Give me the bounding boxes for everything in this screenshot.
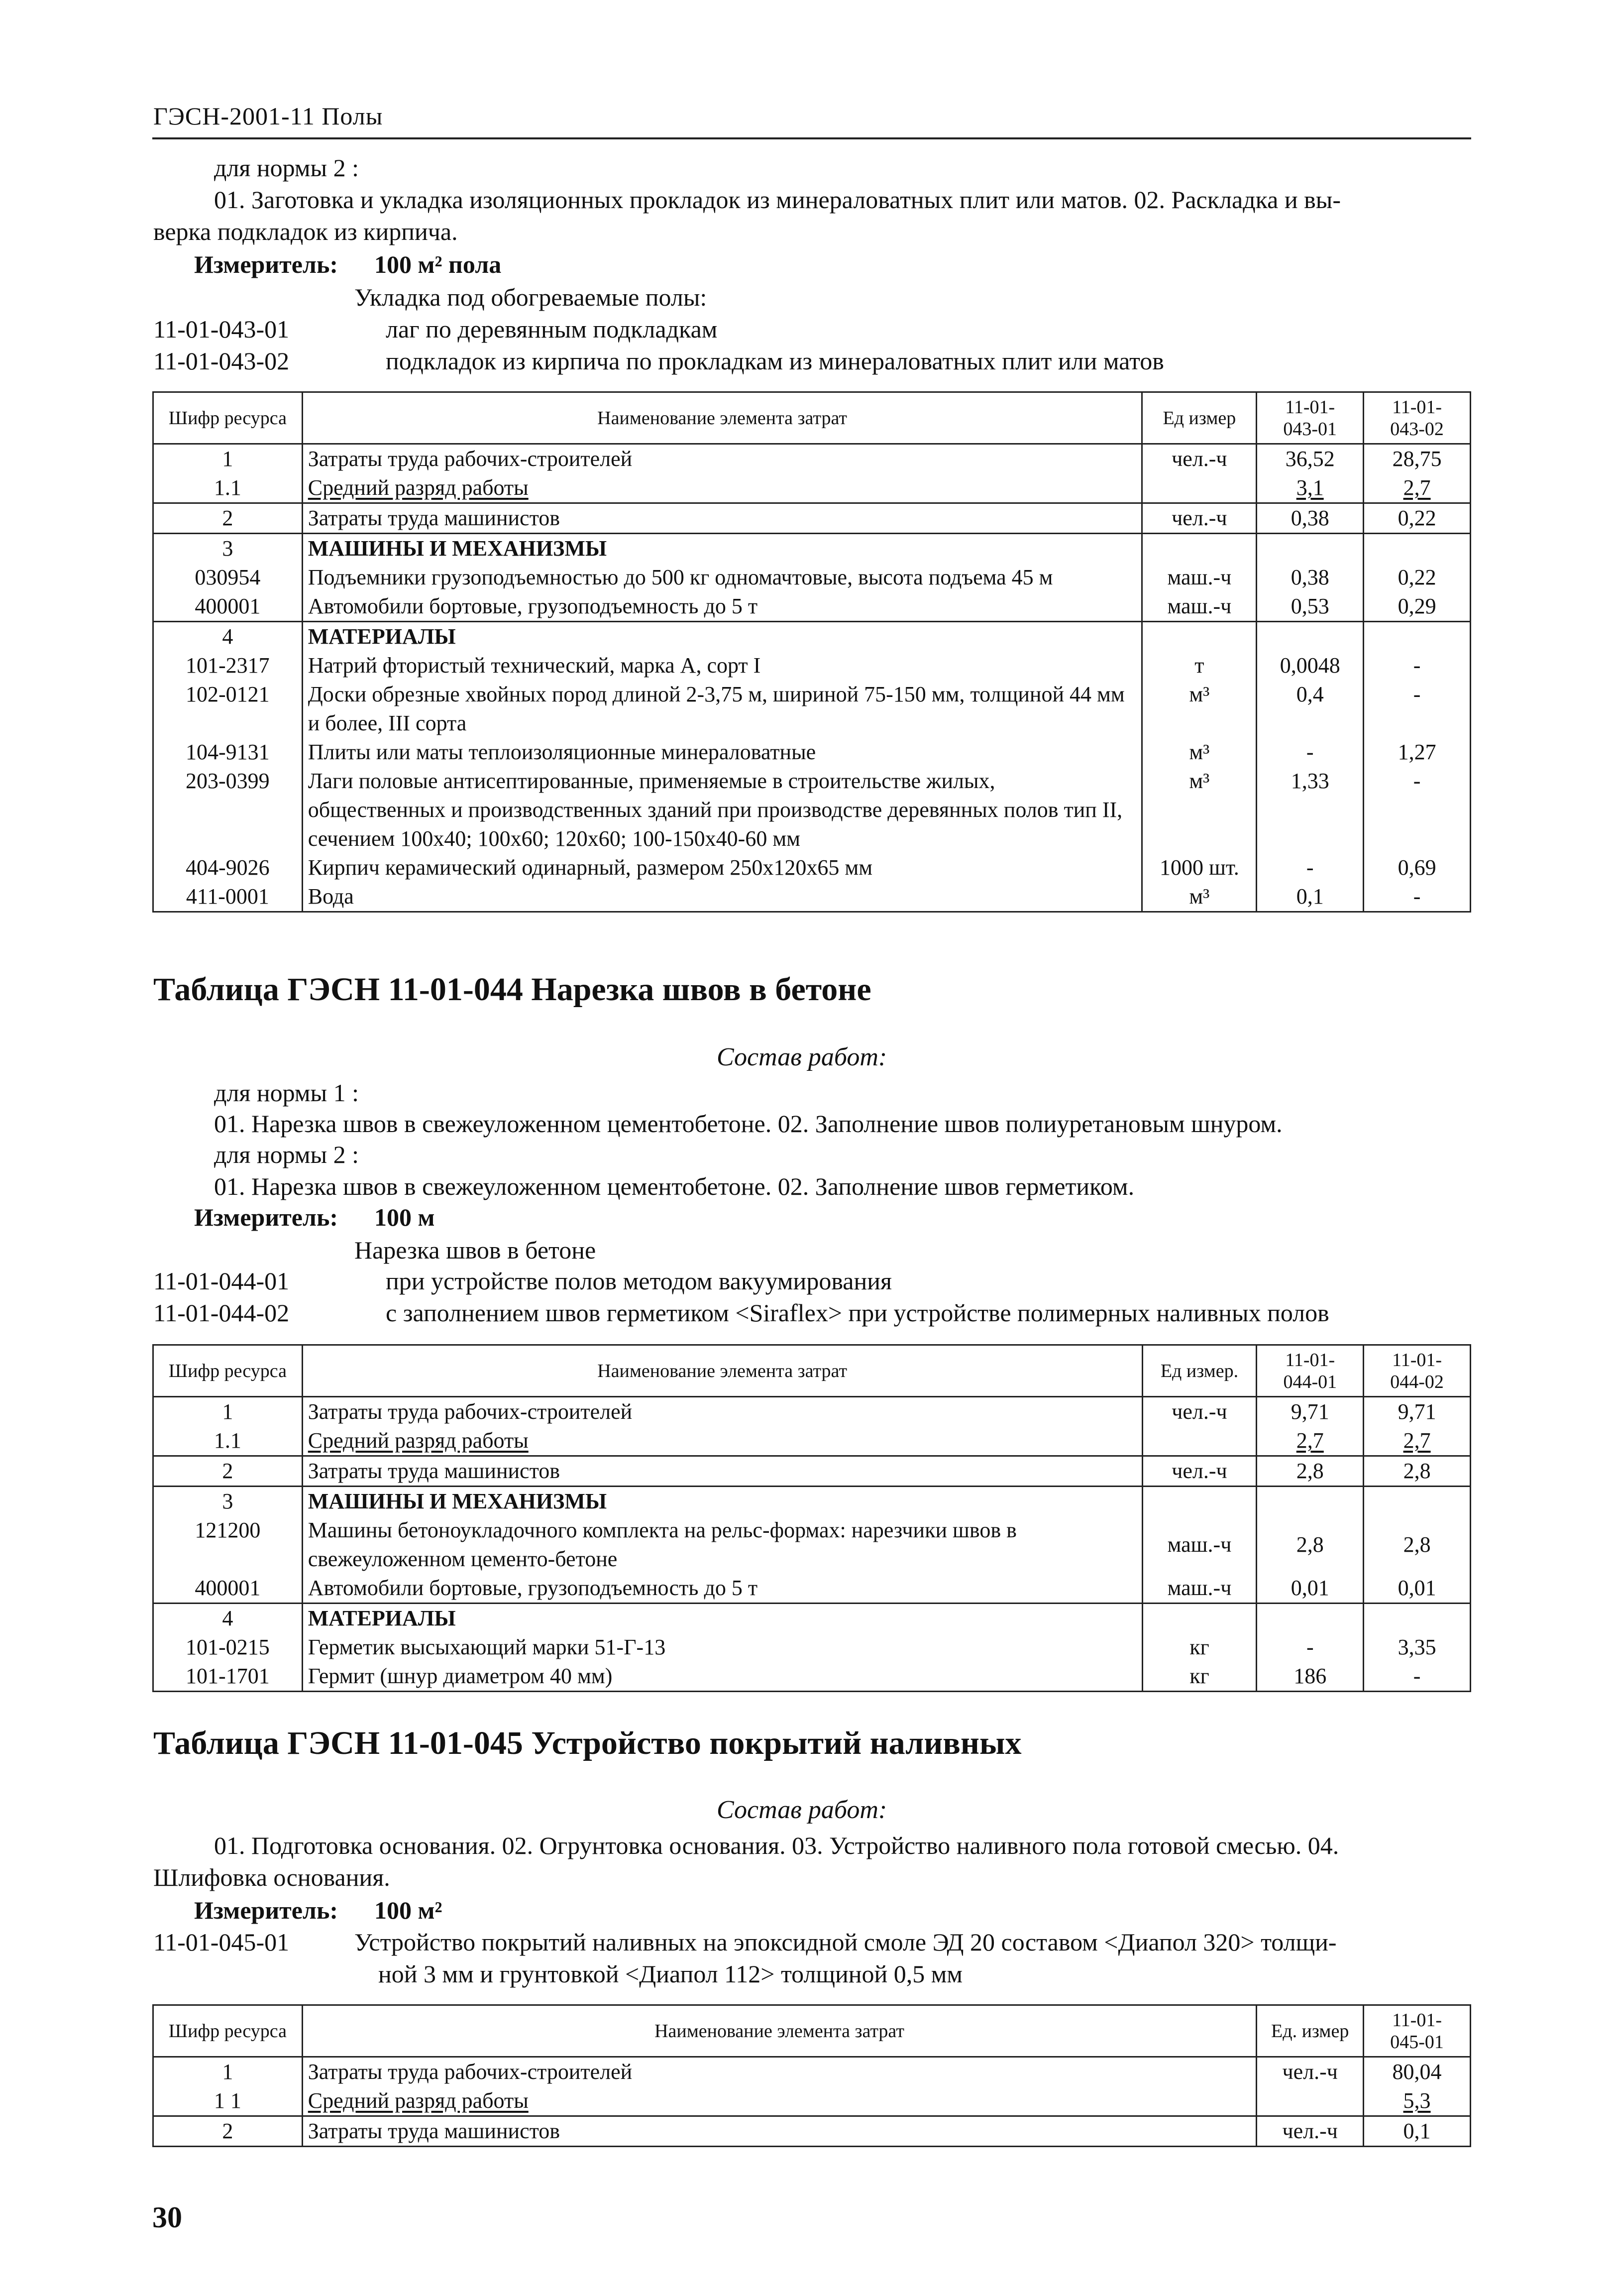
table-row: [153, 622, 1471, 652]
table-row: [153, 592, 1471, 622]
norm-code: 11-01-044-01: [153, 1267, 290, 1295]
works-line-2: Шлифовка основания.: [153, 1863, 390, 1891]
cell-value: 0,1: [1257, 882, 1364, 912]
header-element-name: Наименование элемента затрат: [302, 1345, 1142, 1397]
norm2-label: для нормы 2 :: [214, 1141, 359, 1168]
norm-description: Устройство покрытий наливных на эпоксидной смоле ЭД 20 составом <Диапол 320> толщи-: [354, 1928, 1337, 1956]
cell-unit: [1257, 2086, 1364, 2116]
cell-unit: [1142, 1426, 1257, 1456]
header-resource-code: Шифр ресурса: [153, 2005, 303, 2057]
resource-table-044: [152, 1344, 1471, 1692]
cell-code: 102-0121: [153, 680, 303, 738]
cell-value: 186: [1257, 1662, 1364, 1692]
works-line-1: 01. Заготовка и укладка изоляционных прокладок из минераловатных плит или матов. 02. Раскладка и вы-: [214, 186, 1341, 214]
measure-label: Измеритель:: [194, 1203, 338, 1231]
cell-unit: кг: [1142, 1633, 1257, 1662]
norm-code: 11-01-043-01: [153, 315, 290, 343]
cell-code: 121200: [153, 1516, 303, 1574]
cell-name: Кирпич керамический одинарный, размером 250х120х65 мм: [302, 853, 1142, 882]
cell-value: [1257, 622, 1364, 652]
cell-value: [1257, 1604, 1364, 1633]
table-row: [153, 2116, 1471, 2147]
norm-description: при устройстве полов методом вакуумирования: [386, 1267, 892, 1295]
cell-unit: [1142, 1487, 1257, 1516]
cell-value: [1257, 534, 1364, 564]
works-line-1: 01. Подготовка основания. 02. Огрунтовка основания. 03. Устройство наливного пола готовой смесью. 04.: [214, 1832, 1339, 1859]
cell-name: Автомобили бортовые, грузоподъемность до 5 т: [302, 592, 1142, 622]
cell-value: 9,71: [1257, 1397, 1364, 1427]
cell-name: Лаги половые антисептированные, применяемые в строительстве жилых, общественных и производственных зданий при производстве деревянных полов тип II, сечением 100х40; 100х60; 120х60; 100-150х40-60 мм: [302, 767, 1142, 853]
resource-table-043: [152, 391, 1471, 913]
cell-code: 404-9026: [153, 853, 303, 882]
cell-value: [1364, 622, 1471, 652]
cell-value: -: [1364, 680, 1471, 738]
cell-value: [1364, 534, 1471, 564]
cell-code: 101-0215: [153, 1633, 303, 1662]
norm-code: 11-01-045-01: [153, 1928, 290, 1956]
cell-unit: маш.-ч: [1142, 563, 1257, 592]
cell-name: Подъемники грузоподъемностью до 500 кг одномачтовые, высота подъема 45 м: [302, 563, 1142, 592]
table-row: [153, 1487, 1471, 1516]
table-row: [153, 882, 1471, 912]
cell-value: 2,8: [1257, 1456, 1364, 1487]
cell-value: 0,0048: [1257, 651, 1364, 680]
header-element-name: Наименование элемента затрат: [302, 2005, 1257, 2057]
table-row: [153, 767, 1471, 853]
table-row: [153, 2057, 1471, 2087]
cell-value: [1364, 1604, 1471, 1633]
cell-code: 1.1: [153, 1426, 303, 1456]
table-row: [153, 563, 1471, 592]
cell-value: 2,7: [1257, 1426, 1364, 1456]
table-row: [153, 1604, 1471, 1633]
cell-value: 0,38: [1257, 503, 1364, 534]
cell-name: Натрий фтористый технический, марка А, сорт I: [302, 651, 1142, 680]
cell-code: 411-0001: [153, 882, 303, 912]
header-rule: [152, 137, 1471, 139]
table-row: [153, 503, 1471, 534]
cell-unit: [1142, 534, 1257, 564]
norm2-text: 01. Нарезка швов в свежеуложенном цементобетоне. 02. Заполнение швов герметиком.: [214, 1172, 1135, 1200]
cell-value: 0,22: [1364, 563, 1471, 592]
table-row: [153, 680, 1471, 738]
cell-unit: [1142, 473, 1257, 503]
cell-value: 28,75: [1364, 444, 1471, 474]
running-head: ГЭСН-2001-11 Полы: [153, 102, 383, 130]
cell-value: [1364, 1487, 1471, 1516]
cell-section-heading: МАТЕРИАЛЫ: [302, 1604, 1142, 1633]
works-caption: Состав работ:: [717, 1043, 887, 1071]
table-row: [153, 534, 1471, 564]
table-row: [153, 473, 1471, 503]
table-row: [153, 2086, 1471, 2116]
cell-code: 4: [153, 622, 303, 652]
cell-value: 0,29: [1364, 592, 1471, 622]
cell-unit: чел.-ч: [1257, 2116, 1364, 2147]
cell-unit: м³: [1142, 767, 1257, 853]
cell-code: 101-1701: [153, 1662, 303, 1692]
header-element-name: Наименование элемента затрат: [302, 392, 1142, 444]
cell-name: Машины бетоноукладочного комплекта на рельс-формах: нарезчики швов в свежеуложенном цементо-бетоне: [302, 1516, 1142, 1574]
cell-value: 80,04: [1364, 2057, 1471, 2087]
norm-code: 11-01-043-02: [153, 347, 290, 375]
cell-unit: чел.-ч: [1257, 2057, 1364, 2087]
table-title-045: Таблица ГЭСН 11-01-045 Устройство покрытий наливных: [153, 1725, 1022, 1761]
header-unit: Ед. измер: [1257, 2005, 1364, 2057]
norm-description: лаг по деревянным подкладкам: [386, 315, 718, 343]
cell-name: Доски обрезные хвойных пород длиной 2-3,75 м, шириной 75-150 мм, толщиной 44 мм и более, III сорта: [302, 680, 1142, 738]
resource-table-045: [152, 2004, 1471, 2147]
cell-code: 3: [153, 1487, 303, 1516]
table-row: [153, 1633, 1471, 1662]
cell-unit: т: [1142, 651, 1257, 680]
header-norm-1: 11-01- 044-01: [1257, 1345, 1364, 1397]
cell-name: Автомобили бортовые, грузоподъемность до 5 т: [302, 1574, 1142, 1604]
cell-code: 2: [153, 503, 303, 534]
table-row: [153, 1662, 1471, 1692]
cell-unit: чел.-ч: [1142, 444, 1257, 474]
cell-value: [1257, 1487, 1364, 1516]
cell-name: Плиты или маты теплоизоляционные минераловатные: [302, 738, 1142, 767]
cell-name: Средний разряд работы: [302, 2086, 1257, 2116]
cell-section-heading: МАШИНЫ И МЕХАНИЗМЫ: [302, 534, 1142, 564]
cell-value: 2,7: [1364, 473, 1471, 503]
header-norm-1: 11-01- 045-01: [1364, 2005, 1471, 2057]
cell-value: 0,69: [1364, 853, 1471, 882]
cell-name: Средний разряд работы: [302, 1426, 1142, 1456]
cell-name: Затраты труда машинистов: [302, 1456, 1142, 1487]
cell-value: -: [1257, 853, 1364, 882]
measure-value: 100 м²: [374, 1896, 442, 1924]
header-resource-code: Шифр ресурса: [153, 1345, 303, 1397]
cell-value: 2,8: [1364, 1456, 1471, 1487]
cell-value: 9,71: [1364, 1397, 1471, 1427]
cell-value: 2,7: [1364, 1426, 1471, 1456]
table-row: [153, 738, 1471, 767]
norm-description: подкладок из кирпича по прокладкам из минераловатных плит или матов: [386, 347, 1164, 375]
norm-description: с заполнением швов герметиком <Siraflex> при устройстве полимерных наливных полов: [386, 1299, 1329, 1327]
cell-unit: м³: [1142, 738, 1257, 767]
cell-name: Герметик высыхающий марки 51-Г-13: [302, 1633, 1142, 1662]
cell-name: Гермит (шнур диаметром 40 мм): [302, 1662, 1142, 1692]
cell-code: 1 1: [153, 2086, 303, 2116]
cell-value: -: [1364, 882, 1471, 912]
table-row: [153, 444, 1471, 474]
cell-name: Затраты труда машинистов: [302, 503, 1142, 534]
table-row: [153, 1397, 1471, 1427]
cell-value: 2,8: [1364, 1516, 1471, 1574]
header-resource-code: Шифр ресурса: [153, 392, 303, 444]
cell-value: 36,52: [1257, 444, 1364, 474]
cell-code: 1: [153, 444, 303, 474]
cell-value: 1,27: [1364, 738, 1471, 767]
cell-unit: чел.-ч: [1142, 1397, 1257, 1427]
works-caption: Состав работ:: [717, 1796, 887, 1824]
cell-value: 0,01: [1364, 1574, 1471, 1604]
cell-value: -: [1257, 1633, 1364, 1662]
cell-value: -: [1364, 1662, 1471, 1692]
norm1-label: для нормы 1 :: [214, 1079, 359, 1107]
cell-value: 1,33: [1257, 767, 1364, 853]
table-row: [153, 1426, 1471, 1456]
cell-value: 0,1: [1364, 2116, 1471, 2147]
header-unit: Ед измер: [1142, 392, 1257, 444]
cell-section-heading: МАТЕРИАЛЫ: [302, 622, 1142, 652]
cell-code: 203-0399: [153, 767, 303, 853]
norm1-text: 01. Нарезка швов в свежеуложенном цементобетоне. 02. Заполнение швов полиуретановым шнуром.: [214, 1110, 1283, 1138]
cell-unit: маш.-ч: [1142, 592, 1257, 622]
group-title: Нарезка швов в бетоне: [354, 1236, 596, 1264]
header-norm-2: 11-01- 043-02: [1364, 392, 1471, 444]
cell-unit: [1142, 622, 1257, 652]
cell-value: 3,35: [1364, 1633, 1471, 1662]
cell-code: 1: [153, 1397, 303, 1427]
cell-code: 400001: [153, 592, 303, 622]
cell-value: 0,22: [1364, 503, 1471, 534]
group-title: Укладка под обогреваемые полы:: [354, 283, 707, 311]
page-number: 30: [152, 2201, 182, 2234]
cell-name: Затраты труда рабочих-строителей: [302, 444, 1142, 474]
cell-value: -: [1364, 767, 1471, 853]
cell-value: 0,53: [1257, 592, 1364, 622]
cell-code: 104-9131: [153, 738, 303, 767]
cell-value: 0,38: [1257, 563, 1364, 592]
measure-value: 100 м² пола: [374, 250, 502, 278]
table-row: [153, 651, 1471, 680]
cell-name: Вода: [302, 882, 1142, 912]
cell-name: Средний разряд работы: [302, 473, 1142, 503]
header-unit: Ед измер.: [1142, 1345, 1257, 1397]
cell-unit: маш.-ч: [1142, 1516, 1257, 1574]
norm2-label: для нормы 2 :: [214, 154, 359, 182]
cell-code: 1.1: [153, 473, 303, 503]
cell-name: Затраты труда рабочих-строителей: [302, 2057, 1257, 2087]
header-norm-2: 11-01- 044-02: [1364, 1345, 1471, 1397]
cell-value: -: [1364, 651, 1471, 680]
cell-code: 101-2317: [153, 651, 303, 680]
measure-label: Измеритель:: [194, 250, 338, 278]
cell-name: Затраты труда рабочих-строителей: [302, 1397, 1142, 1427]
measure-label: Измеритель:: [194, 1896, 338, 1924]
cell-value: 5,3: [1364, 2086, 1471, 2116]
cell-code: 2: [153, 2116, 303, 2147]
cell-value: -: [1257, 738, 1364, 767]
cell-unit: чел.-ч: [1142, 1456, 1257, 1487]
table-row: [153, 1574, 1471, 1604]
works-line-2: верка подкладок из кирпича.: [153, 218, 458, 245]
table-row: [153, 1516, 1471, 1574]
cell-unit: чел.-ч: [1142, 503, 1257, 534]
cell-unit: маш.-ч: [1142, 1574, 1257, 1604]
norm-code: 11-01-044-02: [153, 1299, 290, 1327]
cell-value: 3,1: [1257, 473, 1364, 503]
cell-code: 1: [153, 2057, 303, 2087]
cell-unit: м³: [1142, 882, 1257, 912]
measure-value: 100 м: [374, 1203, 435, 1231]
cell-value: 0,01: [1257, 1574, 1364, 1604]
cell-section-heading: МАШИНЫ И МЕХАНИЗМЫ: [302, 1487, 1142, 1516]
table-row: [153, 1456, 1471, 1487]
cell-unit: 1000 шт.: [1142, 853, 1257, 882]
cell-code: 3: [153, 534, 303, 564]
table-title-044: Таблица ГЭСН 11-01-044 Нарезка швов в бетоне: [153, 971, 871, 1008]
cell-code: 030954: [153, 563, 303, 592]
cell-code: 2: [153, 1456, 303, 1487]
norm-description-cont: ной 3 мм и грунтовкой <Диапол 112> толщиной 0,5 мм: [378, 1960, 963, 1988]
table-row: [153, 853, 1471, 882]
cell-code: 4: [153, 1604, 303, 1633]
cell-code: 400001: [153, 1574, 303, 1604]
cell-unit: кг: [1142, 1662, 1257, 1692]
cell-value: 0,4: [1257, 680, 1364, 738]
cell-unit: [1142, 1604, 1257, 1633]
header-norm-1: 11-01- 043-01: [1257, 392, 1364, 444]
cell-value: 2,8: [1257, 1516, 1364, 1574]
cell-unit: м³: [1142, 680, 1257, 738]
cell-name: Затраты труда машинистов: [302, 2116, 1257, 2147]
